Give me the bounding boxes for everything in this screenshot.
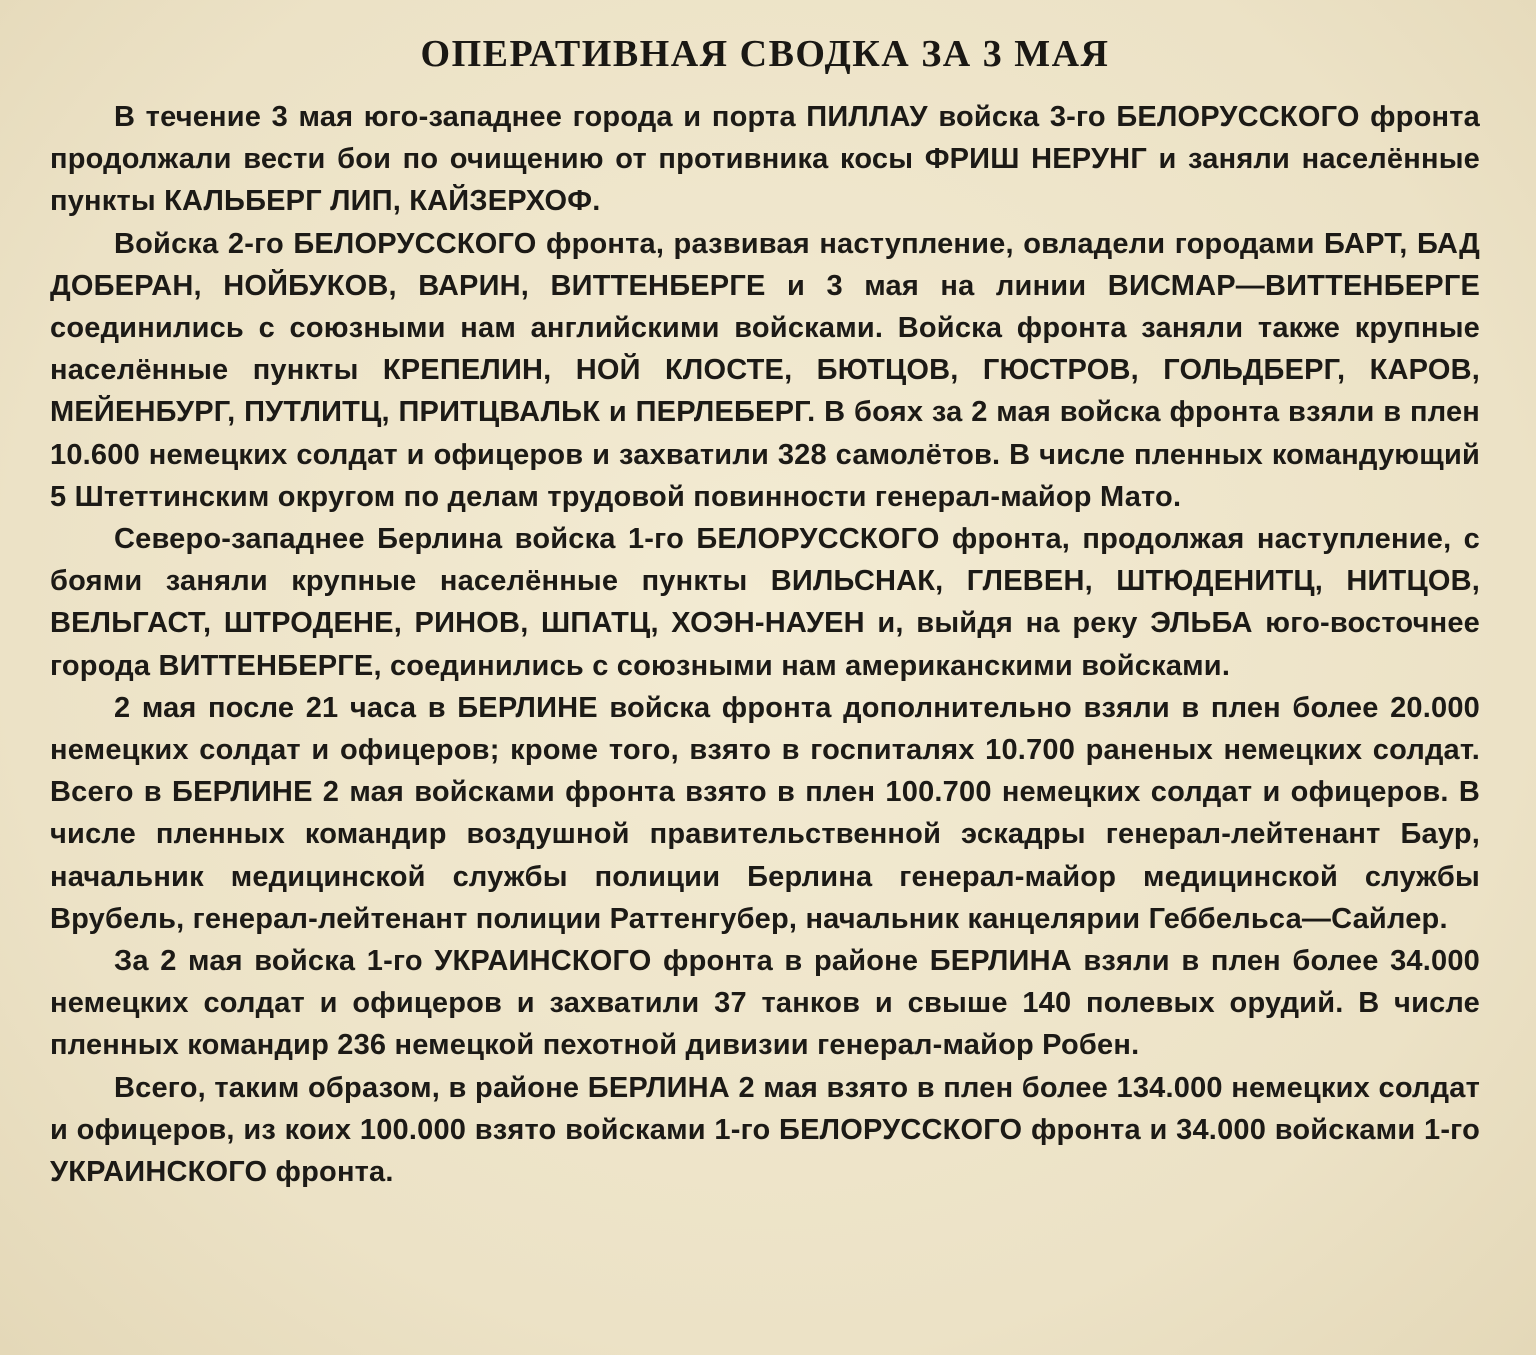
paragraph-3rd-belorussian-front: В течение 3 мая юго-западнее города и порта ПИЛЛАУ войска 3-го БЕЛОРУССКОГО фронта продолжали вести бои по очищению от противника косы ФРИШ НЕРУНГ и заняли населённые пункты КАЛЬБЕРГ ЛИП, КАЙЗЕРХОФ.	[50, 101, 1480, 218]
paragraph-2nd-belorussian-front: Войска 2-го БЕЛОРУССКОГО фронта, развивая наступление, овладели городами БАРТ, БАД ДОБЕРАН, НОЙБУКОВ, ВАРИН, ВИТТЕНБЕРГЕ и 3 мая на линии ВИСМАР—ВИТТЕНБЕРГЕ соединились с союзными нам английскими войсками. Войска фронта заняли также крупные населённые пункты КРЕПЕЛИН, НОЙ КЛОСТЕ, БЮТЦОВ, ГЮСТРОВ, ГОЛЬДБЕРГ, КАРОВ, МЕЙЕНБУРГ, ПУТЛИТЦ, ПРИТЦВАЛЬК и ПЕРЛЕБЕРГ. В боях за 2 мая войска фронта взяли в плен 10.600 немецких солдат и офицеров и захватили 328 самолётов. В числе пленных командующий 5 Штеттинским округом по делам трудовой повинности генерал-майор Мато.	[50, 227, 1480, 513]
paragraph-1st-ukrainian-front: За 2 мая войска 1-го УКРАИНСКОГО фронта в районе БЕРЛИНА взяли в плен более 34.000 немецких солдат и офицеров и захватили 37 танков и свыше 140 полевых орудий. В числе пленных командир 236 немецкой пехотной дивизии генерал-майор Робен.	[50, 945, 1480, 1062]
paragraph-1st-belorussian-front: Северо-западнее Берлина войска 1-го БЕЛОРУССКОГО фронта, продолжая наступление, с боями заняли крупные населённые пункты ВИЛЬСНАК, ГЛЕВЕН, ШТЮДЕНИТЦ, НИТЦОВ, ВЕЛЬГАСТ, ШТРОДЕНЕ, РИНОВ, ШПАТЦ, ХОЭН-НАУЕН и, выйдя на реку ЭЛЬБА юго-восточнее города ВИТТЕНБЕРГЕ, соединились с союзными нам американскими войсками.	[50, 523, 1480, 682]
paragraph-berlin-total: Всего, таким образом, в районе БЕРЛИНА 2 мая взято в плен более 134.000 немецких солдат и офицеров, из коих 100.000 взято войсками 1-го БЕЛОРУССКОГО фронта и 34.000 войсками 1-го УКРАИНСКОГО фронта.	[50, 1071, 1480, 1189]
article-title: ОПЕРАТИВНАЯ СВОДКА ЗА 3 МАЯ	[420, 33, 1110, 75]
paragraph-berlin-prisoners: 2 мая после 21 часа в БЕРЛИНЕ войска фронта дополнительно взяли в плен более 20.000 немецких солдат и офицеров; кроме того, взято в госпиталях 10.700 раненых немецких солдат. Всего в БЕРЛИНЕ 2 мая войсками фронта взято в плен 100.700 немецких солдат и офицеров. В числе пленных командир воздушной правительственной эскадры генерал-лейтенант Баур, начальник медицинской службы полиции Берлина генерал-майор медицинской службы Врубель, генерал-лейтенант полиции Раттенгубер, начальник канцелярии Геббельса—Сайлер.	[50, 691, 1480, 935]
article-body	[50, 96, 1480, 1193]
